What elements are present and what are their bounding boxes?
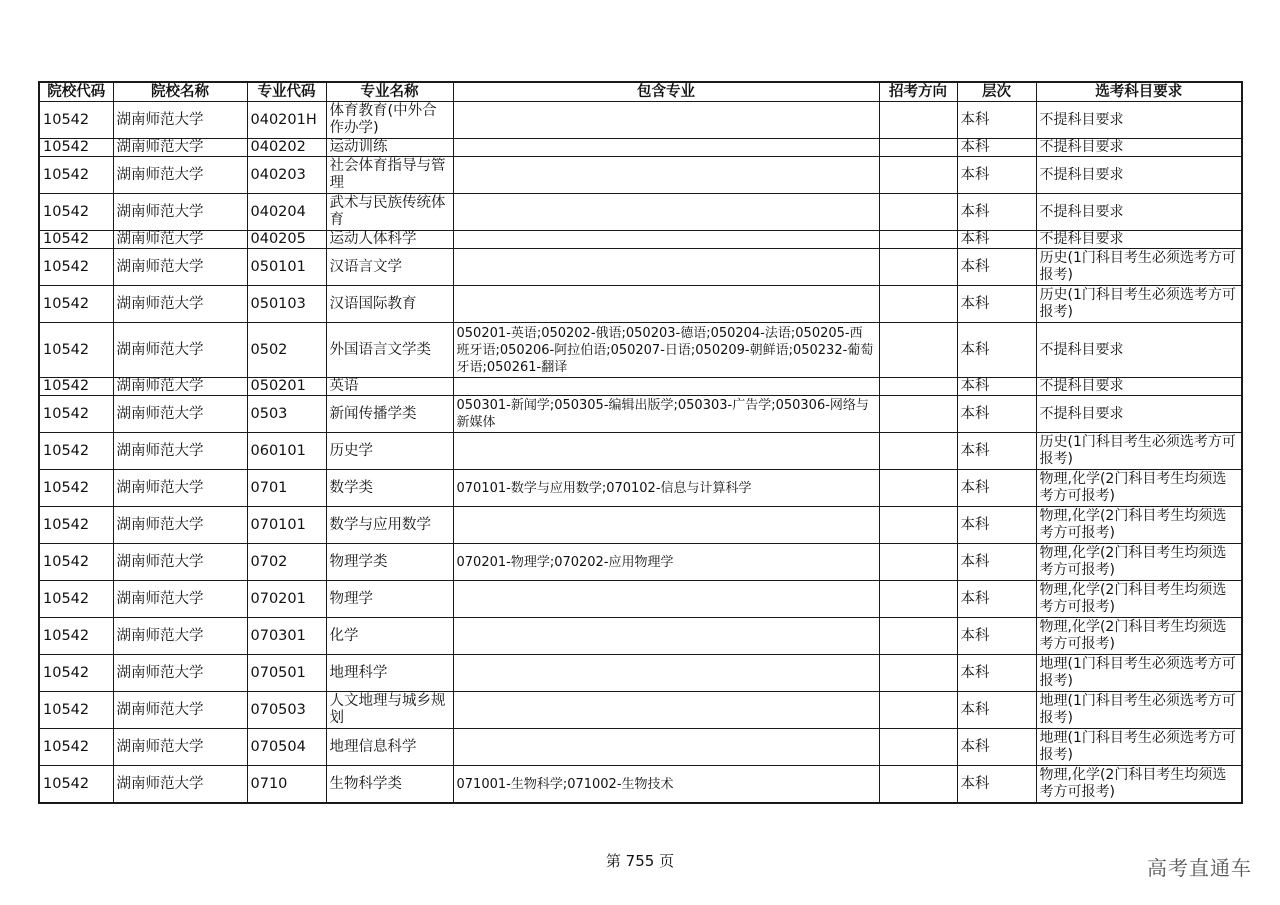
cell-requirement: 不提科目要求 xyxy=(1036,102,1242,139)
cell-requirement: 物理,化学(2门科目考生均须选考方可报考) xyxy=(1036,470,1242,507)
admission-table xyxy=(38,81,1243,804)
cell-direction xyxy=(879,102,957,139)
cell-direction xyxy=(879,323,957,378)
header-level: 层次 xyxy=(957,82,1036,102)
cell-major-code: 0702 xyxy=(247,544,326,581)
cell-school-code: 10542 xyxy=(39,139,113,157)
cell-direction xyxy=(879,470,957,507)
header-requirement: 选考科目要求 xyxy=(1036,82,1242,102)
cell-level: 本科 xyxy=(957,507,1036,544)
cell-school-code: 10542 xyxy=(39,470,113,507)
cell-major-code: 0502 xyxy=(247,323,326,378)
cell-level: 本科 xyxy=(957,378,1036,396)
cell-included-majors: 050201-英语;050202-俄语;050203-德语;050204-法语;050205-西班牙语;050206-阿拉伯语;050207-日语;050209-朝鲜语;050232-葡萄牙语;050261-翻译 xyxy=(453,323,879,378)
cell-school-code: 10542 xyxy=(39,231,113,249)
header-included-majors: 包含专业 xyxy=(453,82,879,102)
cell-requirement: 不提科目要求 xyxy=(1036,157,1242,194)
table-row xyxy=(39,729,1242,766)
cell-level: 本科 xyxy=(957,766,1036,804)
cell-included-majors xyxy=(453,378,879,396)
cell-included-majors xyxy=(453,249,879,286)
cell-major-code: 070101 xyxy=(247,507,326,544)
cell-requirement: 地理(1门科目考生必须选考方可报考) xyxy=(1036,729,1242,766)
cell-school-code: 10542 xyxy=(39,507,113,544)
table-row xyxy=(39,433,1242,470)
cell-school-code: 10542 xyxy=(39,655,113,692)
cell-level: 本科 xyxy=(957,286,1036,323)
header-major-name: 专业名称 xyxy=(326,82,453,102)
cell-school-name: 湖南师范大学 xyxy=(113,581,247,618)
cell-major-name: 数学类 xyxy=(326,470,453,507)
cell-major-name: 人文地理与城乡规划 xyxy=(326,692,453,729)
table-row xyxy=(39,102,1242,139)
cell-included-majors xyxy=(453,581,879,618)
table-row xyxy=(39,544,1242,581)
cell-school-code: 10542 xyxy=(39,102,113,139)
cell-school-code: 10542 xyxy=(39,581,113,618)
cell-school-code: 10542 xyxy=(39,729,113,766)
cell-requirement: 不提科目要求 xyxy=(1036,139,1242,157)
cell-school-code: 10542 xyxy=(39,249,113,286)
cell-major-code: 070501 xyxy=(247,655,326,692)
cell-school-code: 10542 xyxy=(39,378,113,396)
cell-direction xyxy=(879,507,957,544)
cell-included-majors xyxy=(453,194,879,231)
cell-direction xyxy=(879,544,957,581)
cell-major-name: 体育教育(中外合作办学) xyxy=(326,102,453,139)
table-row xyxy=(39,618,1242,655)
cell-direction xyxy=(879,581,957,618)
cell-school-code: 10542 xyxy=(39,766,113,804)
cell-major-code: 070301 xyxy=(247,618,326,655)
cell-included-majors xyxy=(453,231,879,249)
cell-included-majors: 070101-数学与应用数学;070102-信息与计算科学 xyxy=(453,470,879,507)
table-row xyxy=(39,655,1242,692)
cell-requirement: 物理,化学(2门科目考生均须选考方可报考) xyxy=(1036,544,1242,581)
cell-requirement: 不提科目要求 xyxy=(1036,194,1242,231)
cell-level: 本科 xyxy=(957,194,1036,231)
cell-requirement: 不提科目要求 xyxy=(1036,378,1242,396)
cell-requirement: 不提科目要求 xyxy=(1036,323,1242,378)
cell-direction xyxy=(879,766,957,804)
watermark: 高考直通车 xyxy=(1147,856,1252,880)
cell-school-name: 湖南师范大学 xyxy=(113,729,247,766)
cell-level: 本科 xyxy=(957,544,1036,581)
cell-major-name: 物理学 xyxy=(326,581,453,618)
cell-included-majors xyxy=(453,618,879,655)
cell-requirement: 不提科目要求 xyxy=(1036,231,1242,249)
cell-major-code: 040205 xyxy=(247,231,326,249)
cell-major-code: 040201H xyxy=(247,102,326,139)
cell-level: 本科 xyxy=(957,470,1036,507)
table-row xyxy=(39,766,1242,804)
cell-school-code: 10542 xyxy=(39,433,113,470)
cell-school-name: 湖南师范大学 xyxy=(113,231,247,249)
table-row xyxy=(39,378,1242,396)
cell-school-name: 湖南师范大学 xyxy=(113,470,247,507)
cell-school-name: 湖南师范大学 xyxy=(113,194,247,231)
cell-school-name: 湖南师范大学 xyxy=(113,139,247,157)
table-body xyxy=(39,102,1242,804)
cell-level: 本科 xyxy=(957,323,1036,378)
table-row xyxy=(39,286,1242,323)
cell-major-code: 0710 xyxy=(247,766,326,804)
cell-school-name: 湖南师范大学 xyxy=(113,692,247,729)
cell-major-name: 外国语言文学类 xyxy=(326,323,453,378)
header-school-code: 院校代码 xyxy=(39,82,113,102)
cell-level: 本科 xyxy=(957,102,1036,139)
cell-school-code: 10542 xyxy=(39,544,113,581)
cell-major-name: 新闻传播学类 xyxy=(326,396,453,433)
cell-direction xyxy=(879,692,957,729)
cell-major-name: 数学与应用数学 xyxy=(326,507,453,544)
cell-requirement: 物理,化学(2门科目考生均须选考方可报考) xyxy=(1036,766,1242,804)
cell-school-code: 10542 xyxy=(39,157,113,194)
table-row xyxy=(39,692,1242,729)
cell-level: 本科 xyxy=(957,433,1036,470)
cell-included-majors xyxy=(453,507,879,544)
cell-requirement: 物理,化学(2门科目考生均须选考方可报考) xyxy=(1036,581,1242,618)
cell-level: 本科 xyxy=(957,581,1036,618)
cell-major-name: 历史学 xyxy=(326,433,453,470)
table-row xyxy=(39,507,1242,544)
cell-level: 本科 xyxy=(957,692,1036,729)
cell-school-code: 10542 xyxy=(39,396,113,433)
cell-requirement: 地理(1门科目考生必须选考方可报考) xyxy=(1036,692,1242,729)
cell-major-name: 生物科学类 xyxy=(326,766,453,804)
cell-included-majors xyxy=(453,157,879,194)
header-major-code: 专业代码 xyxy=(247,82,326,102)
cell-school-name: 湖南师范大学 xyxy=(113,378,247,396)
cell-direction xyxy=(879,655,957,692)
cell-school-name: 湖南师范大学 xyxy=(113,433,247,470)
cell-requirement: 历史(1门科目考生必须选考方可报考) xyxy=(1036,249,1242,286)
cell-major-code: 040202 xyxy=(247,139,326,157)
table-row xyxy=(39,323,1242,378)
cell-school-name: 湖南师范大学 xyxy=(113,396,247,433)
cell-level: 本科 xyxy=(957,655,1036,692)
cell-direction xyxy=(879,618,957,655)
cell-major-name: 地理科学 xyxy=(326,655,453,692)
page-number: 第 755 页 xyxy=(605,852,675,870)
cell-requirement: 历史(1门科目考生必须选考方可报考) xyxy=(1036,433,1242,470)
cell-requirement: 物理,化学(2门科目考生均须选考方可报考) xyxy=(1036,618,1242,655)
cell-included-majors xyxy=(453,729,879,766)
cell-level: 本科 xyxy=(957,396,1036,433)
cell-school-code: 10542 xyxy=(39,194,113,231)
cell-level: 本科 xyxy=(957,618,1036,655)
cell-major-name: 运动人体科学 xyxy=(326,231,453,249)
cell-major-code: 070504 xyxy=(247,729,326,766)
cell-major-code: 070503 xyxy=(247,692,326,729)
cell-direction xyxy=(879,249,957,286)
cell-included-majors: 071001-生物科学;071002-生物技术 xyxy=(453,766,879,804)
cell-major-code: 050103 xyxy=(247,286,326,323)
cell-school-name: 湖南师范大学 xyxy=(113,286,247,323)
cell-requirement: 地理(1门科目考生必须选考方可报考) xyxy=(1036,655,1242,692)
cell-direction xyxy=(879,139,957,157)
cell-included-majors xyxy=(453,655,879,692)
table-row xyxy=(39,194,1242,231)
header-school-name: 院校名称 xyxy=(113,82,247,102)
cell-requirement: 物理,化学(2门科目考生均须选考方可报考) xyxy=(1036,507,1242,544)
cell-major-code: 0503 xyxy=(247,396,326,433)
cell-major-name: 社会体育指导与管理 xyxy=(326,157,453,194)
table-row xyxy=(39,231,1242,249)
cell-major-code: 050101 xyxy=(247,249,326,286)
cell-school-name: 湖南师范大学 xyxy=(113,157,247,194)
cell-major-name: 汉语言文学 xyxy=(326,249,453,286)
cell-direction xyxy=(879,396,957,433)
cell-major-name: 物理学类 xyxy=(326,544,453,581)
cell-major-name: 汉语国际教育 xyxy=(326,286,453,323)
header-direction: 招考方向 xyxy=(879,82,957,102)
cell-major-code: 040203 xyxy=(247,157,326,194)
cell-requirement: 历史(1门科目考生必须选考方可报考) xyxy=(1036,286,1242,323)
cell-included-majors xyxy=(453,692,879,729)
cell-included-majors: 070201-物理学;070202-应用物理学 xyxy=(453,544,879,581)
cell-direction xyxy=(879,378,957,396)
cell-school-code: 10542 xyxy=(39,286,113,323)
cell-school-code: 10542 xyxy=(39,323,113,378)
cell-requirement: 不提科目要求 xyxy=(1036,396,1242,433)
cell-major-code: 0701 xyxy=(247,470,326,507)
table-row xyxy=(39,157,1242,194)
cell-included-majors xyxy=(453,139,879,157)
cell-school-name: 湖南师范大学 xyxy=(113,618,247,655)
cell-included-majors xyxy=(453,433,879,470)
cell-direction xyxy=(879,157,957,194)
cell-included-majors xyxy=(453,102,879,139)
table-row xyxy=(39,581,1242,618)
cell-major-name: 运动训练 xyxy=(326,139,453,157)
cell-school-name: 湖南师范大学 xyxy=(113,102,247,139)
cell-direction xyxy=(879,286,957,323)
cell-school-name: 湖南师范大学 xyxy=(113,766,247,804)
cell-school-code: 10542 xyxy=(39,692,113,729)
cell-major-code: 050201 xyxy=(247,378,326,396)
cell-direction xyxy=(879,194,957,231)
table-row xyxy=(39,396,1242,433)
cell-direction xyxy=(879,729,957,766)
cell-major-code: 060101 xyxy=(247,433,326,470)
cell-level: 本科 xyxy=(957,729,1036,766)
cell-school-name: 湖南师范大学 xyxy=(113,544,247,581)
cell-direction xyxy=(879,433,957,470)
cell-major-name: 化学 xyxy=(326,618,453,655)
cell-included-majors: 050301-新闻学;050305-编辑出版学;050303-广告学;050306-网络与新媒体 xyxy=(453,396,879,433)
cell-school-name: 湖南师范大学 xyxy=(113,323,247,378)
cell-major-code: 070201 xyxy=(247,581,326,618)
cell-school-name: 湖南师范大学 xyxy=(113,655,247,692)
cell-included-majors xyxy=(453,286,879,323)
cell-level: 本科 xyxy=(957,139,1036,157)
cell-level: 本科 xyxy=(957,157,1036,194)
cell-level: 本科 xyxy=(957,249,1036,286)
cell-school-code: 10542 xyxy=(39,618,113,655)
cell-major-name: 英语 xyxy=(326,378,453,396)
cell-level: 本科 xyxy=(957,231,1036,249)
cell-major-code: 040204 xyxy=(247,194,326,231)
table-row xyxy=(39,249,1242,286)
table-row xyxy=(39,139,1242,157)
header-row xyxy=(39,82,1242,102)
cell-school-name: 湖南师范大学 xyxy=(113,249,247,286)
cell-school-name: 湖南师范大学 xyxy=(113,507,247,544)
table-row xyxy=(39,470,1242,507)
cell-direction xyxy=(879,231,957,249)
cell-major-name: 地理信息科学 xyxy=(326,729,453,766)
cell-major-name: 武术与民族传统体育 xyxy=(326,194,453,231)
